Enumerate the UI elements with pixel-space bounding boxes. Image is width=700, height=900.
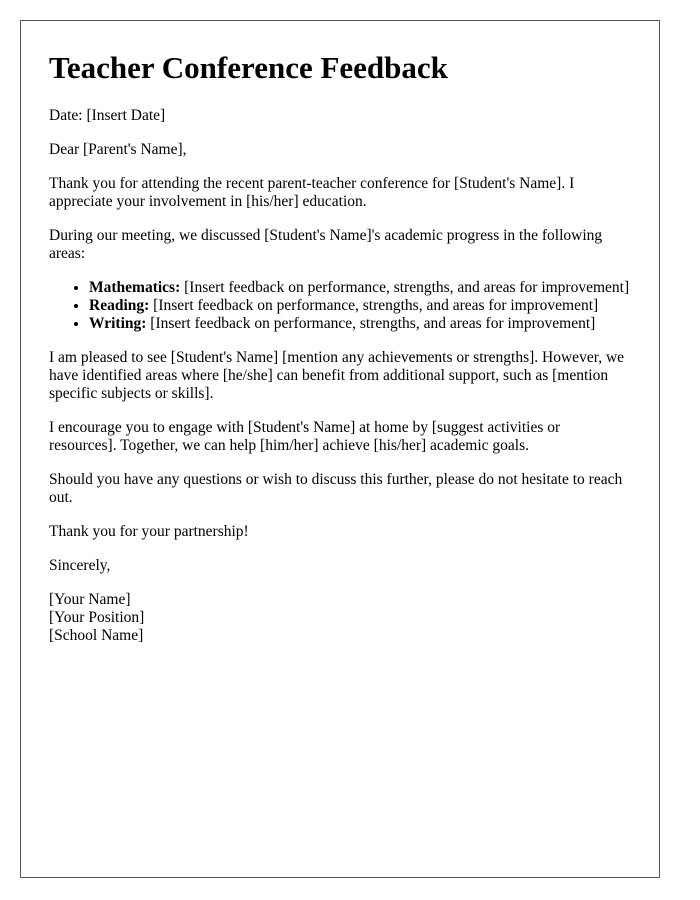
signature-name: [Your Name] (49, 591, 131, 609)
area-item-mathematics (89, 279, 631, 297)
area-subject: Writing: (89, 315, 147, 333)
signature-school: [School Name] (49, 627, 144, 645)
greeting: Dear [Parent's Name], (49, 141, 187, 159)
letter-page (20, 20, 660, 878)
discussed-paragraph: During our meeting, we discussed [Student's Name]'s academic progress in the following areas: (49, 227, 603, 263)
letter-title: Teacher Conference Feedback (49, 50, 448, 85)
encourage-paragraph: I encourage you to engage with [Student's Name] at home by [suggest activities or resources]. Together, we can help [him/her] achieve [his/her] academic goals. (49, 419, 561, 455)
area-item-writing (89, 315, 631, 333)
signature-position: [Your Position] (49, 609, 145, 627)
partnership-paragraph: Thank you for your partnership! (49, 523, 249, 541)
signature-block (49, 591, 631, 645)
pleased-paragraph: I am pleased to see [Student's Name] [mention any achievements or strengths]. However, we have identified areas where [he/she] can benefit from additional support, such as [mention specific subjects or skills]. (49, 349, 625, 403)
date-line: Date: [Insert Date] (49, 107, 166, 125)
thanks-paragraph: Thank you for attending the recent parent-teacher conference for [Student's Name]. I appreciate your involvement in [his/her] education. (49, 175, 575, 211)
area-feedback: [Insert feedback on performance, strengths, and areas for improvement] (146, 315, 596, 333)
area-subject: Mathematics: (89, 279, 181, 297)
area-item-reading (89, 297, 631, 315)
questions-paragraph: Should you have any questions or wish to discuss this further, please do not hesitate to reach out. (49, 471, 623, 507)
area-feedback: [Insert feedback on performance, strengths, and areas for improvement] (149, 297, 599, 315)
area-subject: Reading: (89, 297, 150, 315)
closing: Sincerely, (49, 557, 111, 575)
areas-list (49, 279, 631, 333)
area-feedback: [Insert feedback on performance, strengths, and areas for improvement] (180, 279, 630, 297)
